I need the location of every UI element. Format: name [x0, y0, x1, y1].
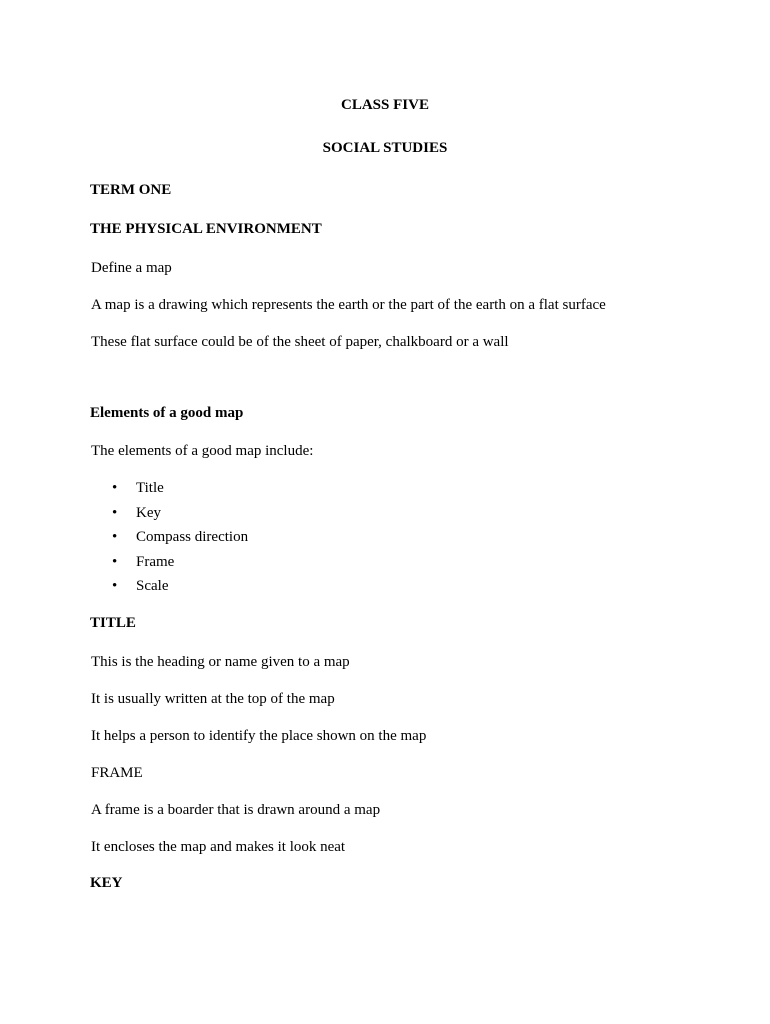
title-line-1: This is the heading or name given to a map [91, 654, 350, 670]
frame-section-heading: FRAME [91, 765, 143, 781]
bullet-icon: • [112, 578, 118, 594]
list-item-text: Compass direction [136, 529, 249, 545]
list-item-text: Frame [136, 553, 175, 570]
topic-heading: THE PHYSICAL ENVIRONMENT [90, 221, 322, 237]
list-item-text: Scale [136, 578, 169, 594]
term-heading: TERM ONE [90, 182, 172, 198]
subject-title: SOCIAL STUDIES [322, 140, 448, 156]
title-line-3: It helps a person to identify the place shown on the map [91, 728, 427, 744]
key-heading: KEY [90, 875, 123, 891]
elements-intro: The elements of a good map include: [91, 443, 314, 459]
surface-note: These flat surface could be of the sheet of paper, chalkboard or a wall [91, 334, 509, 350]
bullet-icon: • [112, 529, 118, 545]
bullet-icon: • [112, 480, 118, 496]
title-line-2: It is usually written at the top of the map [91, 691, 335, 707]
frame-line-2: It encloses the map and makes it look neat [91, 839, 346, 855]
frame-line-1: A frame is a boarder that is drawn around a map [91, 802, 381, 818]
list-item-text: Title [136, 480, 164, 496]
list-item-text: Key [136, 504, 161, 521]
bullet-icon: • [112, 553, 118, 570]
title-section-heading: TITLE [90, 615, 136, 631]
map-definition: A map is a drawing which represents the earth or the part of the earth on a flat surface [91, 297, 606, 313]
define-prompt: Define a map [91, 260, 172, 276]
bullet-icon: • [112, 504, 118, 521]
elements-heading: Elements of a good map [90, 405, 244, 421]
class-title: CLASS FIVE [341, 97, 429, 113]
